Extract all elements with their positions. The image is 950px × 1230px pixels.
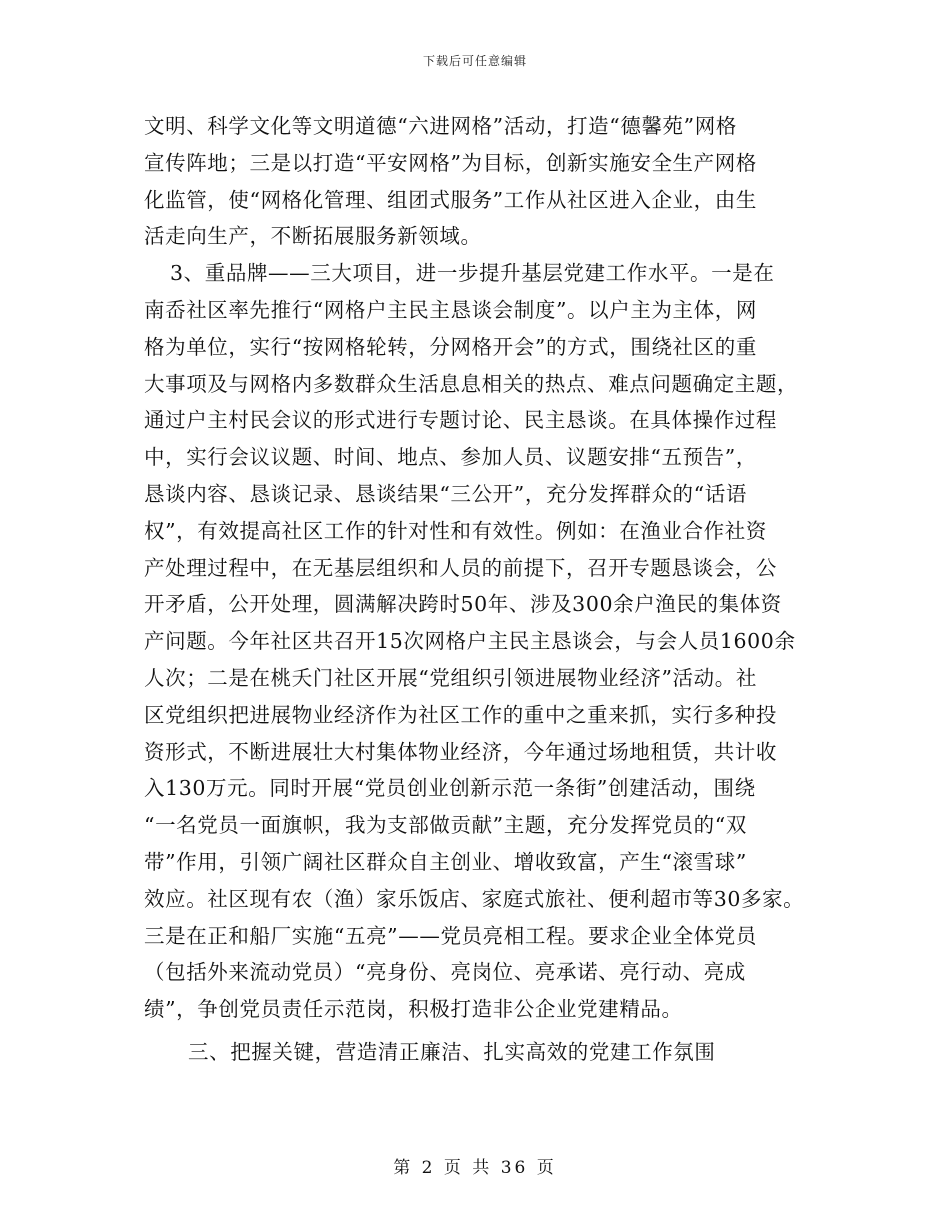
paragraph-line: 格为单位，实行“按网格轮转，分网格开会”的方式，围绕社区的重 [144,334,757,359]
paragraph-line: 开矛盾，公开处理，圆满解决跨时50年、涉及300余户渔民的集体资 [144,592,782,617]
paragraph-line: 带”作用，引领广阔社区群众自主创业、增收致富，产生“滚雪球” [144,849,747,874]
paragraph-line: 区党组织把进展物业经济作为社区工作的重中之重来抓，实行多种投 [144,702,777,727]
paragraph-line: 绩”，争创党员责任示范岗，积极打造非公企业党建精品。 [144,997,683,1022]
paragraph-line: 产处理过程中，在无基层组织和人员的前提下，召开专题恳谈会，公 [144,555,777,580]
section-heading: 三、把握关键，营造清正廉洁、扎实高效的党建工作氛围 [188,1039,716,1064]
paragraph-line: 文明、科学文化等文明道德“六进网格”活动，打造“德馨苑”网格 [144,114,737,138]
page-number-footer: 第 2 页 共 36 页 [393,1158,557,1178]
document-body [144,108,810,1071]
paragraph-line: 宣传阵地；三是以打造“平安网格”为目标，创新实施安全生产网格 [144,150,757,175]
paragraph-line: 中，实行会议议题、时间、地点、参加人员、议题安排“五预告”， [144,445,757,470]
paragraph-line: 3、重品牌——三大项目，进一步提升基层党建工作水平。一是在 [170,261,775,286]
paragraph-line: 化监管，使“网格化管理、组团式服务”工作从社区进入企业，由生 [144,187,757,212]
paragraph-line: （包括外来流动党员）“亮身份、亮岗位、亮承诺、亮行动、亮成 [144,960,746,985]
paragraph-line: 恳谈内容、恳谈记录、恳谈结果“三公开”，充分发挥群众的“话语 [144,481,747,506]
paragraph-line: 通过户主村民会议的形式进行专题讨论、民主恳谈。在具体操作过程 [144,408,777,433]
paragraph-line: 大事项及与网格内多数群众生活息息相关的热点、难点问题确定主题， [144,371,799,396]
paragraph-line: 三是在正和船厂实施“五亮”——党员亮相工程。要求企业全体党员 [144,923,757,948]
paragraph-line: 效应。社区现有农（渔）家乐饭店、家庭式旅社、便利超市等30多家。 [144,886,805,911]
page-header-note: 下载后可任意编辑 [422,54,527,68]
paragraph-line: 权”，有效提高社区工作的针对性和有效性。例如：在渔业合作社资 [144,518,767,543]
paragraph-line: 产问题。今年社区共召开15次网格户主民主恳谈会，与会人员1600余 [144,629,796,654]
paragraph-line: 人次；二是在桃夭门社区开展“党组织引领进展物业经济”活动。社 [144,665,757,690]
paragraph-line: 活走向生产，不断拓展服务新领域。 [144,224,482,249]
paragraph-line: 入130万元。同时开展“党员创业创新示范一条街”创建活动，围绕 [144,776,756,801]
paragraph-line: 南岙社区率先推行“网格户主民主恳谈会制度”。以户主为主体，网 [144,297,757,322]
paragraph-line: 资形式，不断进展壮大村集体物业经济，今年通过场地租赁，共计收 [144,739,777,764]
paragraph-line: “一名党员一面旗帜，我为支部做贡献”主题，充分发挥党员的“双 [144,813,747,838]
